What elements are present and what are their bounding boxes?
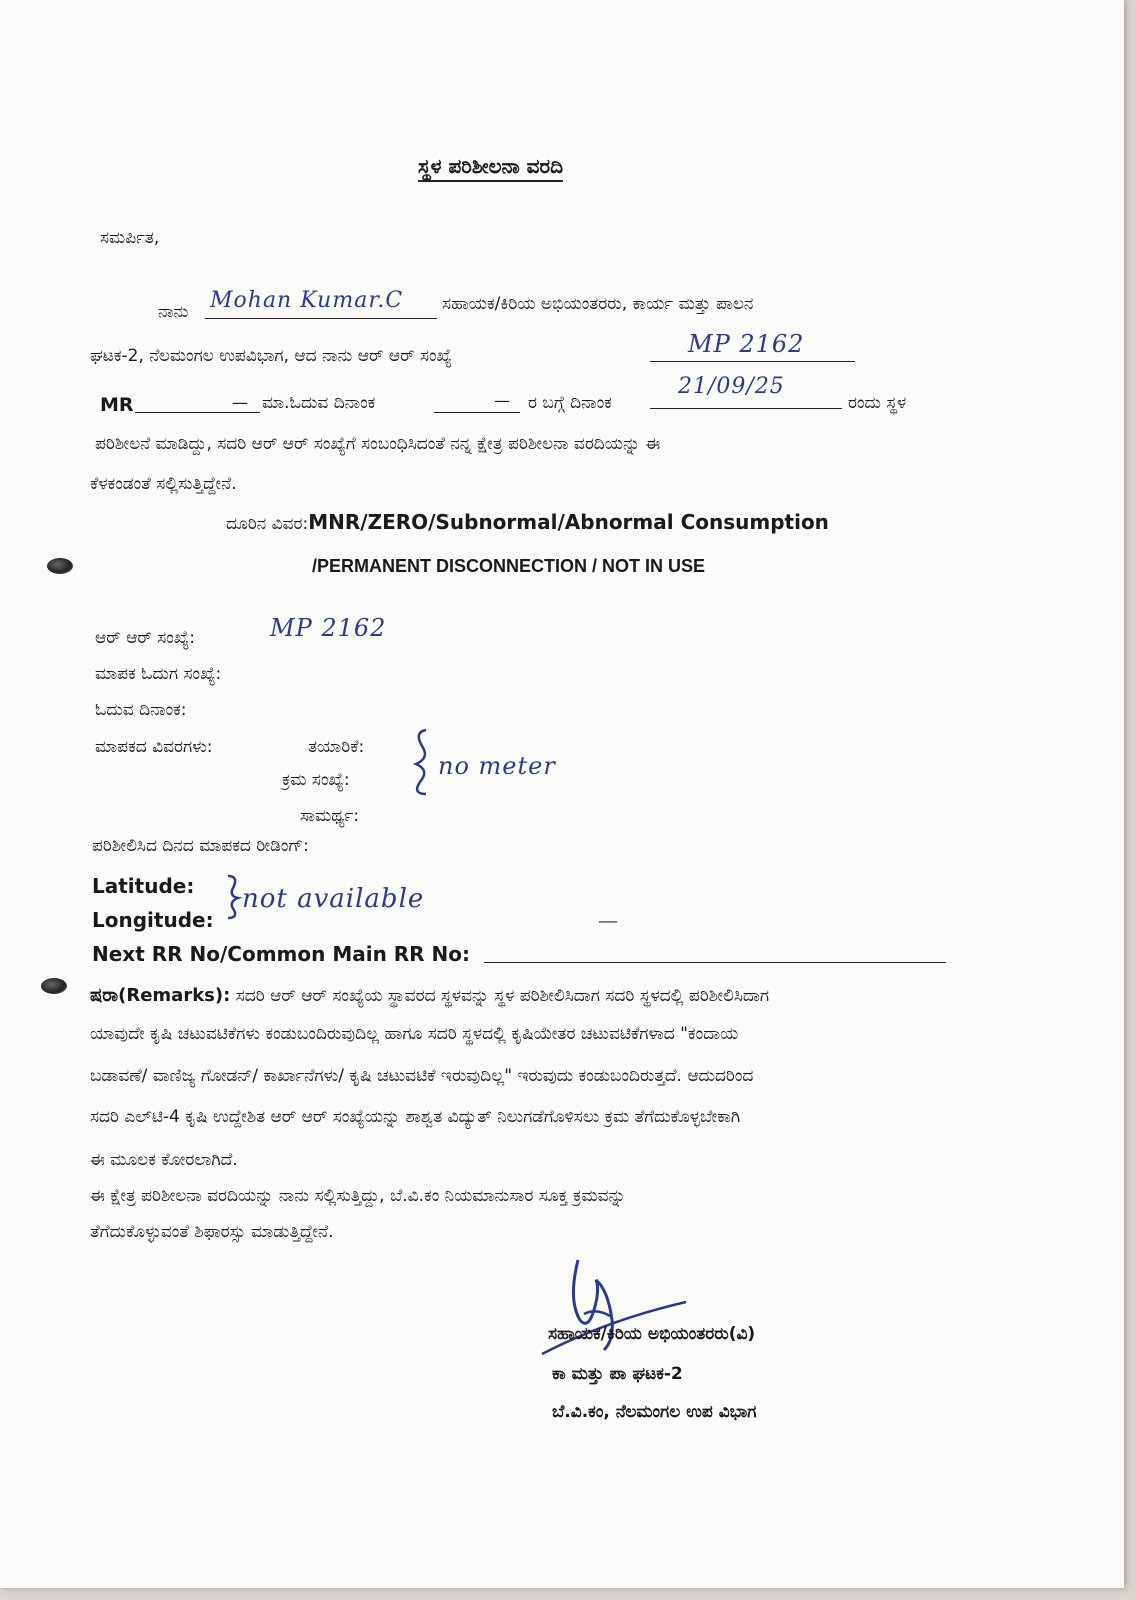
inspection-reading-label: ಪರಿಶೀಲಿಸಿದ ದಿನದ ಮಾಪಕದ ರೀಡಿಂಗ್: <box>92 836 309 856</box>
remarks-line-5: ಈ ಮೂಲಕ ಕೋರಲಾಗಿದೆ. <box>90 1150 238 1170</box>
complaint-types: MNR/ZERO/Subnormal/Abnormal Consumption <box>308 510 829 534</box>
meter-serial-label: ಕ್ರಮ ಸಂಖ್ಯೆ: <box>282 770 350 790</box>
remarks-line-2: ಯಾವುದೇ ಕೃಷಿ ಚಟುವಟಿಕೆಗಳು ಕಂಡುಬಂದಿರುವುದಿಲ್ಲ ಹಾಗೂ ಸದರಿ ಸ್ಥಳದಲ್ಲಿ ಕೃಷಿಯೇತರ ಚಟುವಟಿಕೆಗಳಾದ "ಕಂದಾಯ <box>90 1024 739 1044</box>
signatory-office: ಬೆ.ವಿ.ಕಂ, ನೆಲಮಂಗಲ ಉಪ ವಿಭಾಗ <box>552 1402 757 1422</box>
page-title: ಸ್ಥಳ ಪರಿಶೀಲನಾ ವರದಿ <box>418 154 563 182</box>
meter-details-label: ಮಾಪಕದ ವಿವರಗಳು: <box>95 737 213 757</box>
longitude-label: Longitude: <box>92 908 214 932</box>
meter-reader-number-label: ಮಾಪಕ ಓದುಗ ಸಂಖ್ಯೆ: <box>95 664 222 684</box>
reading-date-label-inline: ಮಾ.ಓದುವ ದಿನಾಂಕ <box>262 393 376 413</box>
mr-label: MR <box>100 394 134 416</box>
next-rr-label: Next RR No/Common Main RR No: <box>92 942 471 966</box>
intro-line-4: ಪರಿಶೀಲನೆ ಮಾಡಿದ್ದು, ಸದರಿ ಆರ್ ಆರ್ ಸಂಖ್ಯೆಗೆ ಸಂಬಂಧಿಸಿದಂತೆ ನನ್ನ ಕ್ಷೇತ್ರ ಪರಿಶೀಲನಾ ವರದಿಯನ್ನು ಈ <box>95 434 661 454</box>
reading-date-blank-line <box>434 412 520 413</box>
name-blank-line <box>205 318 437 319</box>
handwritten-rr-number: MP 2162 <box>688 330 805 358</box>
complaint-details <box>226 510 829 534</box>
handwritten-dash: — <box>598 908 619 932</box>
handwritten-meter-note: no meter <box>438 752 556 780</box>
reading-date-label: ಓದುವ ದಿನಾಂಕ: <box>95 700 187 720</box>
intro-line-3-suffix: ರಂದು ಸ್ಥಳ <box>848 393 907 413</box>
punch-hole-top <box>47 558 73 574</box>
complaint-types-line-2: /PERMANENT DISCONNECTION / NOT IN USE <box>312 556 706 576</box>
signature-mark <box>538 1250 698 1370</box>
mr-dash: — <box>232 393 248 412</box>
inspection-date-label: ರ ಬಗ್ಗೆ ದಿನಾಂಕ <box>528 393 612 413</box>
intro-prefix: ನಾನು <box>158 302 189 322</box>
latitude-label: Latitude: <box>92 874 195 898</box>
remarks-line-4: ಸದರಿ ಎಲ್‌ಟಿ-4 ಕೃಷಿ ಉದ್ದೇಶಿತ ಆರ್ ಆರ್ ಸಂಖ್ಯೆಯನ್ನು ಶಾಶ್ವತ ವಿದ್ಯುತ್ ನಿಲುಗಡೆಗೊಳಿಸಲು ಕ್ರಮ ತೆಗೆದುಕೊಳ್ಳಬೇಕಾಗಿ <box>90 1107 741 1127</box>
intro-designation: ಸಹಾಯಕ/ಕಿರಿಯ ಅಭಿಯಂತರರು, ಕಾರ್ಯ ಮತ್ತು ಪಾಲನ <box>442 294 754 314</box>
signatory-designation: ಸಹಾಯಕ/ಕಿರಿಯ ಅಭಿಯಂತರರು(ವಿ) <box>548 1324 756 1344</box>
remarks-line-7: ತೆಗೆದುಕೊಳ್ಳುವಂತೆ ಶಿಫಾರಸ್ಸು ಮಾಡುತ್ತಿದ್ದೇನೆ. <box>90 1222 334 1242</box>
next-rr-blank-line <box>484 962 946 963</box>
remarks-line-6: ಈ ಕ್ಷೇತ್ರ ಪರಿಶೀಲನಾ ವರದಿಯನ್ನು ನಾನು ಸಲ್ಲಿಸುತ್ತಿದ್ದು, ಬೆ.ವಿ.ಕಂ ನಿಯಮಾನುಸಾರ ಸೂಕ್ತ ಕ್ರಮವನ್ನು <box>90 1186 626 1206</box>
remarks-line-1: ಷರಾ(Remarks): ಸದರಿ ಆರ್ ಆರ್ ಸಂಖ್ಯೆಯ ಸ್ಥಾವರದ ಸ್ಥಳವನ್ನು ಸ್ಥಳ ಪರಿಶೀಲಿಸಿದಾಗ ಸದರಿ ಸ್ಥಳದಲ್ಲಿ ಪರಿಶೀಲಿಸಿದಾಗ <box>90 985 770 1006</box>
signatory-unit: ಕಾ ಮತ್ತು ಪಾ ಘಟಕ-2 <box>552 1364 683 1384</box>
brace-mark <box>408 726 438 798</box>
meter-capacity-label: ಸಾಮರ್ಥ್ಯ: <box>300 806 360 826</box>
handwritten-rr-value: MP 2162 <box>270 614 387 642</box>
handwritten-inspection-date: 21/09/25 <box>678 374 785 399</box>
intro-line-5: ಕೆಳಕಂಡಂತೆ ಸಲ್ಲಿಸುತ್ತಿದ್ದೇನೆ. <box>90 474 237 494</box>
punch-hole-bottom <box>41 978 67 994</box>
handwritten-gps-note: not available <box>242 884 425 914</box>
mr-blank-line <box>135 412 260 413</box>
intro-line-2: ಘಟಕ-2, ನೆಲಮಂಗಲ ಉಪವಿಭಾಗ, ಆದ ನಾನು ಆರ್ ಆರ್ ಸಂಖ್ಯೆ <box>90 346 452 366</box>
meter-make-label: ತಯಾರಿಕೆ: <box>308 737 365 757</box>
inspection-date-blank-line <box>650 408 842 409</box>
remarks-line-3: ಬಡಾವಣೆ/ ವಾಣಿಜ್ಯ ಗೋಡನ್/ ಕಾರ್ಖಾನೆಗಳು/ ಕೃಷಿ ಚಟುವಟಿಕೆ ಇರುವುದಿಲ್ಲ" ಇರುವುದು ಕಂಡುಬಂದಿರುತ್ತದೆ. ಆದುದರಿಂದ <box>90 1066 754 1086</box>
salutation: ಸಮರ್ಪಿತ, <box>100 228 160 248</box>
handwritten-name: Mohan Kumar.C <box>210 288 404 313</box>
rr-blank-line <box>650 361 855 362</box>
reading-date-dash: — <box>494 391 510 410</box>
complaint-label: ದೂರಿನ ವಿವರ: <box>226 514 309 534</box>
rr-number-label: ಆರ್ ಆರ್ ಸಂಖ್ಯೆ: <box>95 628 195 648</box>
remarks-label: ಷರಾ(Remarks): <box>90 985 231 1006</box>
